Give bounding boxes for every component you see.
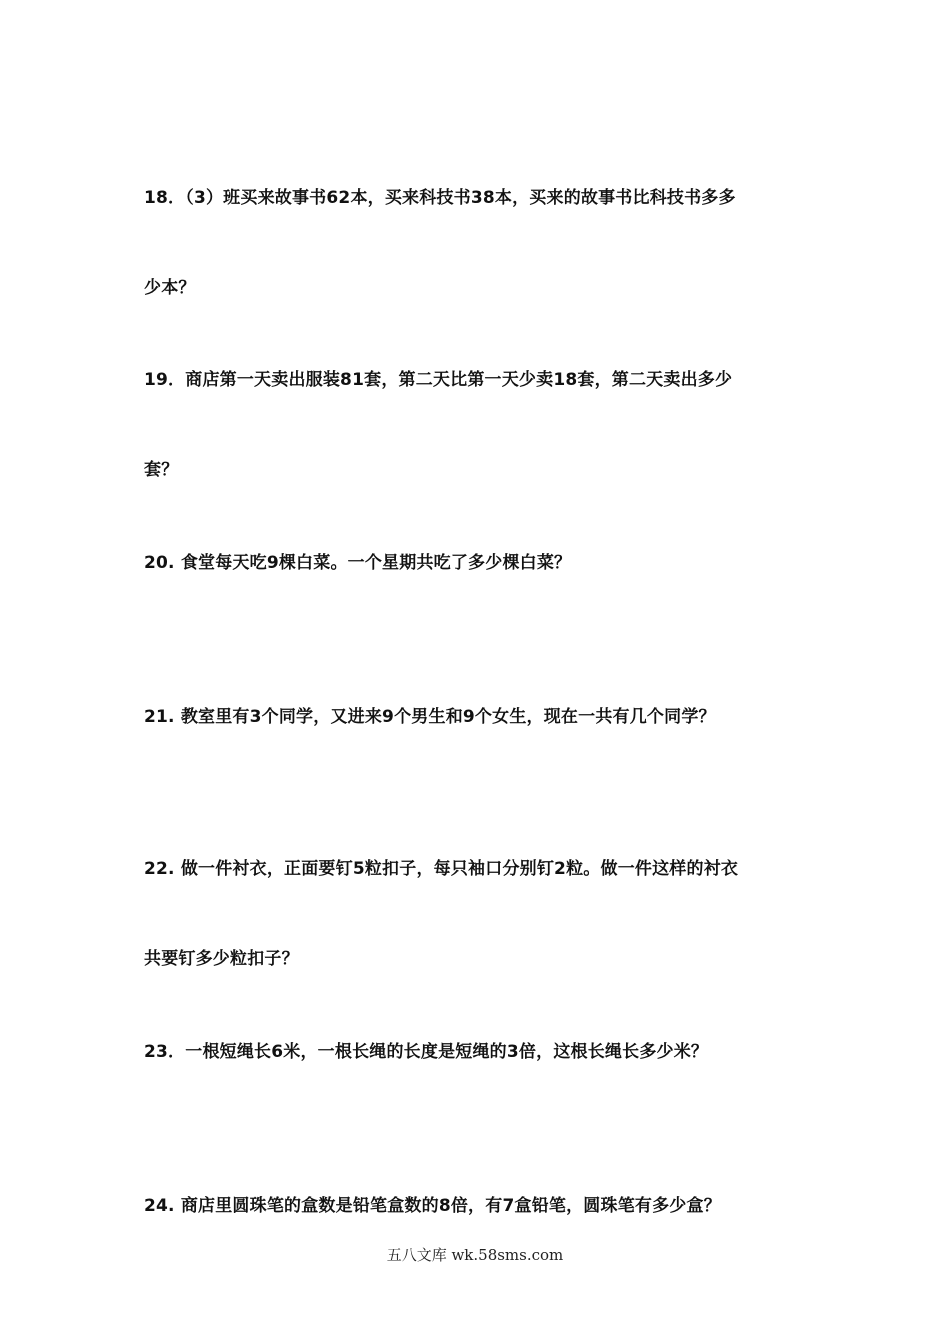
question-line: 19．商店第一天卖出服装81套，第二天比第一天少卖18套，第二天卖出多少 (144, 370, 733, 390)
question-line: 24. 商店里圆珠笔的盒数是铅笔盒数的8倍，有7盒铅笔，圆珠笔有多少盒？ (144, 1196, 721, 1216)
question-line: 22. 做一件衬衣，正面要钉5粒扣子，每只袖口分别钉2粒。做一件这样的衬衣 (144, 859, 739, 879)
question-20 (144, 488, 814, 638)
question-23 (144, 977, 814, 1127)
question-line: 20. 食堂每天吃9棵白菜。一个星期共吃了多少棵白菜？ (144, 553, 572, 573)
question-line: 21. 教室里有3个同学，又进来9个男生和9个女生，现在一共有几个同学？ (144, 707, 716, 727)
question-line: 23．一根短绳长6米，一根长绳的长度是短绳的3倍，这根长绳长多少米？ (144, 1042, 709, 1062)
question-line: 18．（3）班买来故事书62本，买来科技书38本，买来的故事书比科技书多多 (144, 188, 736, 208)
question-line: 少本？ (144, 278, 196, 298)
question-21 (144, 642, 814, 792)
page-footer: 五八文库 wk.58sms.com (386, 1246, 564, 1264)
question-line: 套？ (144, 460, 179, 480)
question-line: 共要钉多少粒扣子？ (144, 949, 299, 969)
